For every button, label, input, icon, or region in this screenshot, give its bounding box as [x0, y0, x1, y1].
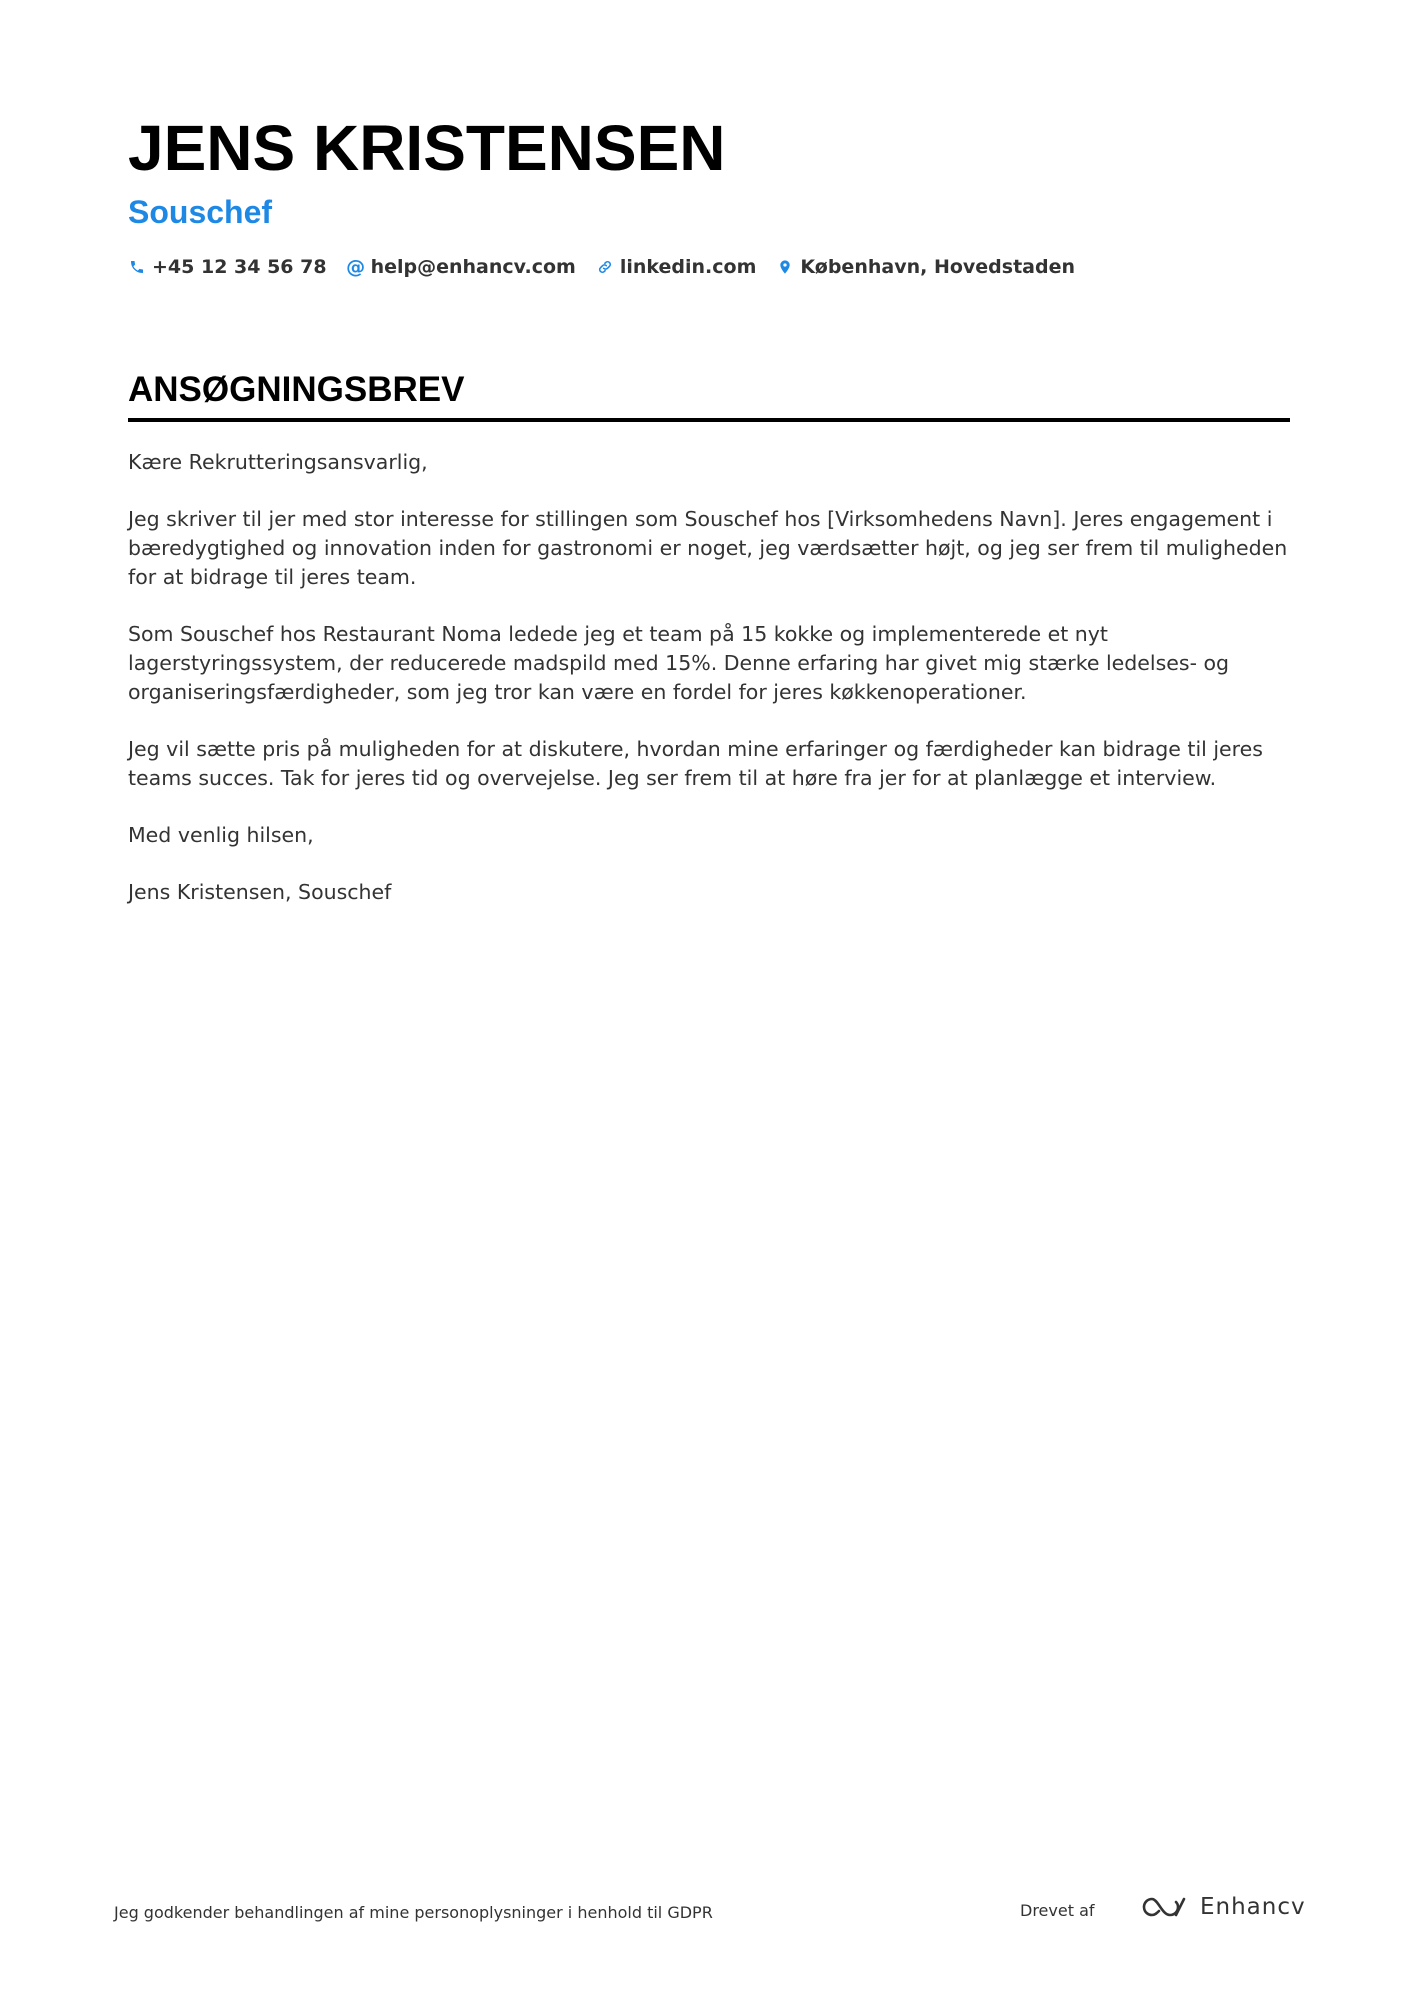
contact-linkedin-text: linkedin.com	[619, 256, 757, 278]
brand-logo[interactable]	[1140, 1893, 1306, 1921]
contact-location-text: København, Hovedstaden	[800, 256, 1075, 278]
contact-bar	[128, 256, 1290, 278]
section-title: ANSØGNINGSBREV	[128, 370, 465, 409]
applicant-role: Souschef	[128, 194, 273, 230]
letter-paragraph: Jeg skriver til jer med stor interesse for stillingen som Souschef hos [Virksomhedens Navn]. Jeres engagement i bæredygtighed og innovation inden for gastronomi er noget, jeg værdsætter højt, og jeg ser frem til muligheden for at bidrage til jeres team.	[128, 507, 1288, 589]
page-footer	[114, 1893, 1306, 1933]
letter-paragraph: Jeg vil sætte pris på muligheden for at diskutere, hvordan mine erfaringer og færdigheder kan bidrage til jeres teams succes. Tak for jeres tid og overvejelse. Jeg ser frem til at høre fra jer for at planlægge et interview.	[128, 737, 1263, 790]
phone-icon	[128, 258, 146, 276]
contact-phone[interactable]	[128, 256, 327, 278]
contact-linkedin[interactable]	[596, 256, 757, 278]
letter-section	[128, 368, 1290, 907]
letter-paragraph: Som Souschef hos Restaurant Noma ledede jeg et team på 15 kokke og implementerede et nyt lagerstyringssystem, der reducerede madspild med 15%. Denne erfaring har givet mig stærke ledelses- og organiseringsfærdigheder, som jeg tror kan være en fordel for jeres køkkenoperationer.	[128, 622, 1230, 704]
location-icon	[776, 258, 794, 276]
letter-body	[128, 448, 1290, 907]
contact-phone-text: +45 12 34 56 78	[152, 256, 327, 278]
cover-letter-page	[128, 110, 1290, 935]
applicant-name: JENS KRISTENSEN	[128, 112, 726, 184]
link-icon	[596, 258, 614, 276]
letter-closing: Med venlig hilsen,	[128, 823, 314, 847]
enhancv-logo-icon	[1140, 1893, 1188, 1921]
gdpr-consent-text: Jeg godkender behandlingen af mine personoplysninger i henhold til GDPR	[114, 1903, 713, 1922]
contact-location	[776, 256, 1075, 278]
letter-signature: Jens Kristensen, Souschef	[128, 880, 392, 904]
letter-salutation: Kære Rekrutteringsansvarlig,	[128, 450, 428, 474]
section-divider	[128, 418, 1290, 422]
brand-name: Enhancv	[1200, 1894, 1306, 1920]
contact-email[interactable]	[347, 256, 576, 278]
at-icon: @	[346, 256, 366, 278]
powered-by-label: Drevet af	[1020, 1901, 1095, 1920]
contact-email-text: help@enhancv.com	[370, 256, 576, 278]
